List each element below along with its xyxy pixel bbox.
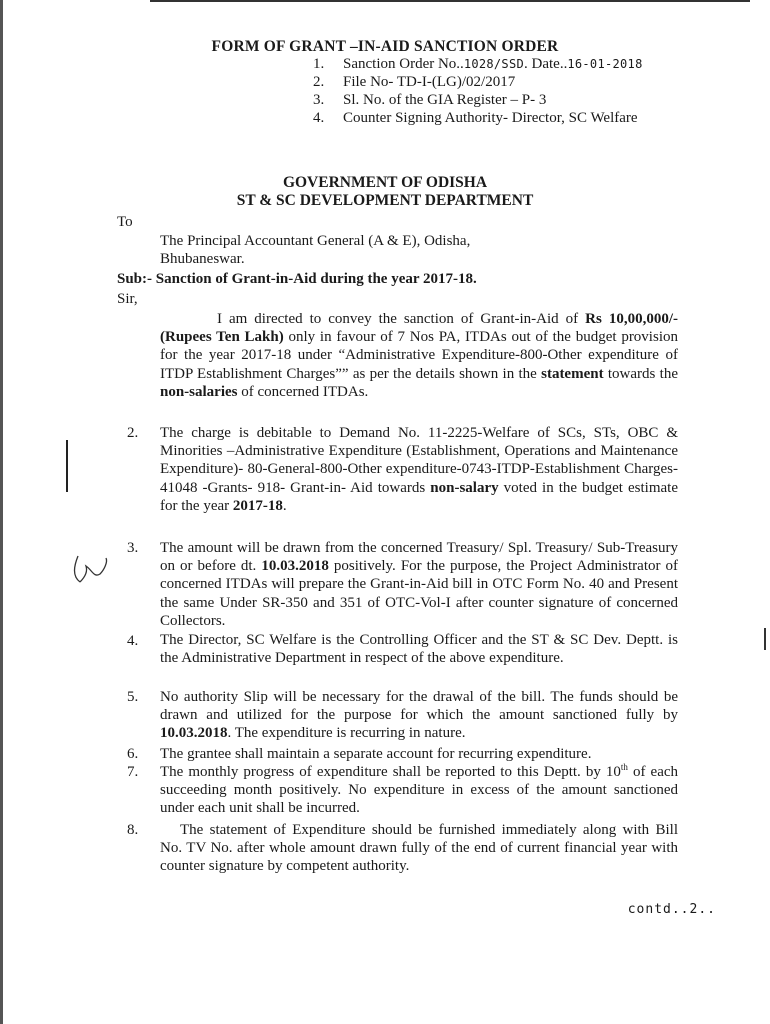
gia-register-no: Sl. No. of the GIA Register – P- 3: [343, 92, 547, 108]
continued-marker: contd..2..: [627, 902, 716, 917]
sanction-amount: Rs 10,00,000/-(Rupees Ten Lakh): [160, 311, 678, 346]
paragraph-1: I am directed to convey the sanction of Grant-in-Aid of Rs 10,00,000/-(Rupees Ten Lakh) only in favour of 7 Nos PA, ITDAs out of the budget provision for the year 2017-18 under “Administrative Expenditure-800-Other expenditure of ITDP Establishment Charges”” as per the details shown in the statement towards the non-salaries of concerned ITDAs.: [160, 311, 678, 400]
paragraph-5: No authority Slip will be necessary for the drawal of the bill. The funds should be drawn and utilized for the purpose for which the amount sanctioned fully by 10.03.2018. The expenditure is recurring in nature.: [160, 689, 678, 742]
scan-edge-left: [0, 0, 3, 1024]
scan-edge-mark: [764, 628, 766, 650]
margin-mark-line: [66, 440, 68, 492]
header-item-file-no: [313, 73, 763, 91]
margin-initials-scribble: [70, 552, 116, 596]
file-no: File No- TD-I-(LG)/02/2017: [343, 74, 516, 90]
form-title: FORM OF GRANT –IN-AID SANCTION ORDER: [211, 38, 559, 55]
paragraph-number: 8.: [127, 822, 139, 838]
header-item-number: 4.: [313, 110, 325, 126]
paragraph-number: 6.: [127, 746, 139, 762]
sanction-order-number: 1028/SSD: [463, 57, 525, 71]
counter-signing-authority: Counter Signing Authority- Director, SC Welfare: [343, 110, 638, 126]
sanction-order-label: Sanction Order No..: [343, 56, 464, 72]
header-item-sanction-order: [313, 55, 763, 73]
paragraph-number: 5.: [127, 689, 139, 705]
header-item-number: 3.: [313, 92, 325, 108]
sanction-date-label: . Date..: [524, 56, 568, 72]
recipient-line-1: The Principal Accountant General (A & E), Odisha,: [160, 233, 471, 249]
salutation: Sir,: [117, 291, 138, 307]
paragraph-6: The grantee shall maintain a separate account for recurring expenditure.: [160, 746, 592, 762]
paragraph-2: The charge is debitable to Demand No. 11-2225-Welfare of SCs, STs, OBC & Minorities –Administrative Expenditure (Establishment, Operations and Maintenance Expenditure)- 80-General-800-Other expenditure-0743-ITDP-Establishment Charges- 41048 -Grants- 918- Grant-in- Aid towards non-salary voted in the budget estimate for the year 2017-18.: [160, 425, 678, 514]
subject-line: Sub:- Sanction of Grant-in-Aid during the year 2017-18.: [117, 271, 477, 287]
paragraph-number: 4.: [127, 633, 139, 649]
header-item-number: 2.: [313, 74, 325, 90]
paragraph-number: 3.: [127, 540, 139, 556]
department-name: ST & SC DEVELOPMENT DEPARTMENT: [236, 192, 534, 209]
header-item-authority: [313, 109, 763, 127]
paragraph-number: 7.: [127, 764, 139, 780]
header-item-register: [313, 91, 763, 109]
paragraph-8: The statement of Expenditure should be furnished immediately along with Bill No. TV No. after whole amount drawn fully of the end of current financial year with counter signature by competent authority.: [160, 822, 678, 875]
scan-edge-top: [150, 0, 750, 2]
paragraph-4: The Director, SC Welfare is the Controlling Officer and the ST & SC Dev. Deptt. is the Administrative Department in respect of the above expenditure.: [160, 632, 678, 667]
header-item-number: 1.: [313, 56, 325, 72]
sanction-date: 16-01-2018: [567, 57, 643, 71]
recipient-line-2: Bhubaneswar.: [160, 251, 245, 267]
to-label: To: [117, 214, 133, 230]
paragraph-3: The amount will be drawn from the concerned Treasury/ Spl. Treasury/ Sub-Treasury on or before dt. 10.03.2018 positively. For the purpose, the Project Administrator of concerned ITDAs will prepare the Grant-in-Aid bill in OTC Form No. 40 and Present the same Under SR-350 and 351 of OTC-Vol-I after counter signature of concerned Collectors.: [160, 540, 679, 629]
paragraph-number: 2.: [127, 425, 139, 441]
header-details-list: [313, 55, 763, 127]
paragraph-7: The monthly progress of expenditure shall be reported to this Deptt. by 10th of each succeeding month positively. No expenditure in excess of the amount sanctioned under each unit shall be incurred.: [160, 762, 679, 817]
government-name: GOVERNMENT OF ODISHA: [282, 174, 488, 191]
